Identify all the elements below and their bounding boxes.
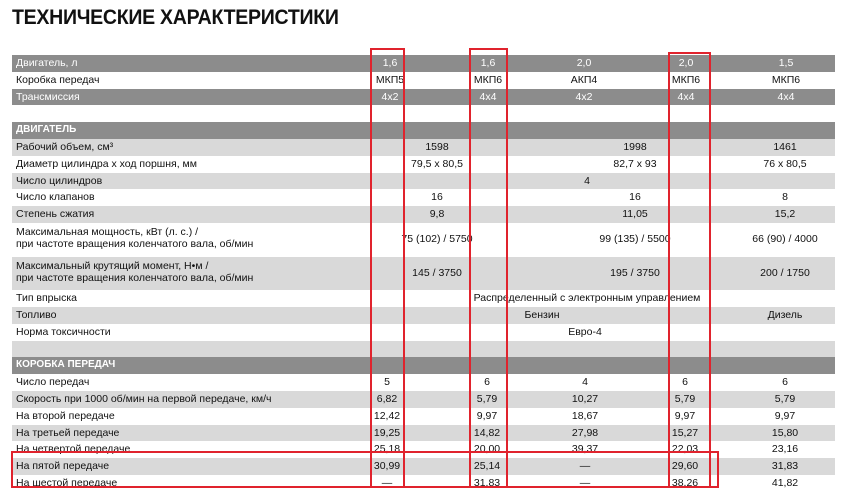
table-cell: 27,98 — [571, 426, 599, 439]
table-cell: 29,60 — [671, 460, 699, 473]
table-cell: 16 — [629, 191, 641, 204]
table-cell: 4х2 — [381, 90, 399, 103]
row-label: Степень сжатия — [16, 208, 95, 221]
row-label-line: Максимальный крутящий момент, Н•м / — [16, 259, 209, 272]
table-cell: 1461 — [773, 140, 797, 153]
spacer-row — [12, 341, 835, 358]
table-cell: 195 / 3750 — [610, 266, 660, 279]
table-cell: 9,8 — [429, 208, 445, 221]
row-label — [16, 226, 253, 251]
table-cell: 2,0 — [678, 57, 694, 69]
table-cell: 9,97 — [774, 409, 796, 422]
table-cell: 10,27 — [571, 392, 599, 405]
table-cell: 79,5 х 80,5 — [411, 157, 463, 170]
table-cell: 9,97 — [476, 409, 498, 422]
table-cell: 1,6 — [382, 57, 398, 69]
table-cell: 39,37 — [571, 443, 599, 456]
row-label: Скорость при 1000 об/мин на первой передаче, км/ч — [16, 392, 272, 405]
table-cell: 31,83 — [771, 460, 799, 473]
table-cell: МКП6 — [473, 73, 503, 86]
table-cell: 4 — [584, 174, 590, 187]
speed-gear2-row — [12, 408, 835, 425]
table-cell: 25,18 — [373, 443, 401, 456]
row-label: Коробка передач — [16, 73, 100, 86]
table-cell: АКП4 — [570, 73, 598, 86]
table-cell: 18,67 — [571, 409, 599, 422]
row-label-line: при частоте вращения коленчатого вала, об/мин — [16, 238, 254, 251]
table-cell: 6,82 — [376, 392, 398, 405]
table-cell: 5 — [384, 376, 390, 389]
row-label: Тип впрыска — [16, 292, 77, 305]
table-cell: Распределенный с электронным управлением — [473, 292, 701, 305]
table-cell: 11,05 — [622, 208, 648, 221]
table-cell: 4 — [582, 376, 588, 389]
torque-row — [12, 257, 835, 291]
cylinders-row — [12, 173, 835, 190]
row-label: Двигатель, л — [16, 57, 78, 69]
table-cell: 25,14 — [473, 460, 501, 473]
table-cell: — — [381, 476, 393, 489]
row-label: Число цилиндров — [16, 174, 103, 187]
table-cell: 5,79 — [774, 392, 796, 405]
table-cell: 19,25 — [373, 426, 401, 439]
power-row — [12, 223, 835, 257]
table-cell: 8 — [782, 191, 788, 204]
gearbox-type-row — [12, 72, 835, 89]
gearbox-section-header — [12, 357, 835, 374]
table-cell: 38,26 — [671, 476, 699, 489]
table-cell: 66 (90) / 4000 — [752, 233, 818, 246]
row-label: На второй передаче — [16, 409, 115, 422]
table-cell: 76 х 80,5 — [763, 157, 807, 170]
row-label: Трансмиссия — [16, 90, 80, 103]
table-cell: Бензин — [524, 308, 560, 321]
speed-gear5-row — [12, 458, 835, 475]
table-cell: 22,03 — [671, 443, 699, 456]
table-cell: 31,83 — [473, 476, 501, 489]
speed-gear4-row — [12, 441, 835, 458]
table-cell: МКП5 — [375, 73, 405, 86]
compression-row — [12, 206, 835, 223]
row-label-line: при частоте вращения коленчатого вала, об/мин — [16, 272, 254, 285]
row-label: Топливо — [16, 308, 57, 321]
table-cell: 4х4 — [777, 90, 795, 103]
table-cell: 145 / 3750 — [412, 266, 462, 279]
row-label: На четвертой передаче — [16, 443, 131, 456]
page-title: ТЕХНИЧЕСКИЕ ХАРАКТЕРИСТИКИ — [12, 6, 339, 29]
table-cell: 12,42 — [373, 409, 401, 422]
displacement-row — [12, 139, 835, 156]
gears-count-row — [12, 374, 835, 391]
table-cell: 4х4 — [479, 90, 497, 103]
table-cell: 9,97 — [674, 409, 696, 422]
row-label: Рабочий объем, см³ — [16, 140, 114, 153]
row-label: Диаметр цилиндра х ход поршня, мм — [16, 157, 197, 170]
table-cell: 6 — [682, 376, 688, 389]
valves-row — [12, 189, 835, 206]
table-cell: 99 (135) / 5500 — [599, 233, 671, 246]
row-label: Число клапанов — [16, 191, 95, 204]
table-cell: Дизель — [767, 308, 803, 321]
table-cell: 5,79 — [674, 392, 696, 405]
bore-stroke-row — [12, 156, 835, 173]
table-cell: 75 (102) / 5750 — [401, 233, 473, 246]
table-cell: 6 — [484, 376, 490, 389]
table-cell: 1598 — [425, 140, 449, 153]
table-cell: МКП6 — [771, 73, 801, 86]
table-cell: 20,00 — [473, 443, 501, 456]
table-cell: 1,5 — [778, 57, 794, 69]
table-cell: МКП6 — [671, 73, 701, 86]
speed-gear3-row — [12, 425, 835, 442]
speed-gear1-row — [12, 391, 835, 408]
speed-gear6-row — [12, 475, 835, 492]
emission-row — [12, 324, 835, 341]
table-cell: 200 / 1750 — [760, 266, 810, 279]
table-cell: 2,0 — [576, 57, 592, 69]
transmission-row — [12, 89, 835, 106]
table-cell: 15,27 — [671, 426, 699, 439]
engine-section-header — [12, 122, 835, 139]
table-cell: 82,7 х 93 — [613, 157, 657, 170]
row-label: Число передач — [16, 376, 90, 389]
table-cell: 4х2 — [575, 90, 593, 103]
table-cell: — — [579, 476, 591, 489]
row-label: Норма токсичности — [16, 325, 111, 338]
table-cell: 23,16 — [771, 443, 799, 456]
table-cell: 6 — [782, 376, 788, 389]
engine-volume-row — [12, 55, 835, 72]
spacer-row — [12, 105, 835, 122]
row-label: На пятой передаче — [16, 460, 110, 473]
table-cell: 1998 — [623, 140, 647, 153]
row-label: На шестой передаче — [16, 476, 118, 489]
table-cell: 14,82 — [473, 426, 501, 439]
section-title: КОРОБКА ПЕРЕДАЧ — [16, 359, 116, 371]
section-title: ДВИГАТЕЛЬ — [16, 124, 77, 136]
table-cell: 30,99 — [373, 460, 401, 473]
table-cell: — — [579, 460, 591, 473]
row-label-line: Максимальная мощность, кВт (л. с.) / — [16, 225, 199, 238]
spec-table — [12, 55, 835, 492]
row-label — [16, 260, 253, 285]
table-cell: 1,6 — [480, 57, 496, 69]
row-label: На третьей передаче — [16, 426, 120, 439]
table-cell: 16 — [431, 191, 443, 204]
table-cell: 15,80 — [771, 426, 799, 439]
table-cell: 5,79 — [476, 392, 498, 405]
fuel-row — [12, 307, 835, 324]
table-cell: 41,82 — [771, 476, 799, 489]
table-cell: Евро-4 — [568, 325, 602, 338]
table-cell: 4х4 — [677, 90, 695, 103]
injection-row — [12, 290, 835, 307]
table-cell: 15,2 — [774, 208, 796, 221]
